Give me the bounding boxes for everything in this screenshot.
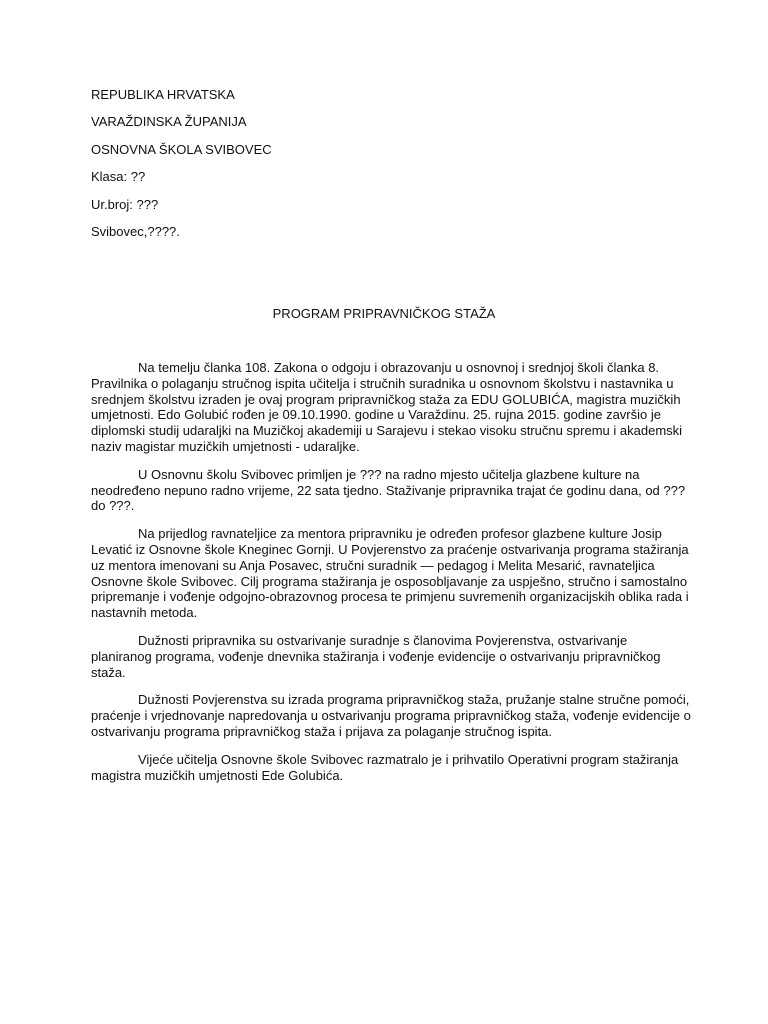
paragraph-mentor: Na prijedlog ravnateljice za mentora pripravniku je određen profesor glazbene kulture Josip Levatić iz Osnovne škole Kneginec Gornji. U Povjerenstvo za praćenje ostvarivanja programa stažiranja uz mentora imenovani su Anja Posavec, stručni suradnik — pedagog i Melita Mesarić, ravnateljica Osnovne škole Svibovec. Cilj programa stažiranja je osposobljavanje za uspješno, stručno i samostalno pripremanje i vođenje odgojno-obrazovnog procesa te primjenu suvremenih organizacijskih oblika rada i nastavnih metoda.	[91, 526, 689, 621]
paragraph-trainee-duties: Dužnosti pripravnika su ostvarivanje suradnje s članovima Povjerenstva, ostvarivanje planiranog programa, vođenje dnevnika stažiranja i vođenje evidencije o ostvarivanju pripravničkog staža.	[91, 632, 661, 680]
class-number-line: Klasa: ??	[91, 169, 146, 185]
paragraph-committee-duties: Dužnosti Povjerenstva su izrada programa pripravničkog staža, pružanje stalne stručne pomoći, praćenje i vrjednovanje napredovanja u ostvarivanju programa pripravničkog staža, vođenje evidencije o ostvarivanju programa pripravničkog staža i prijava za polaganje stručnog ispita.	[91, 692, 691, 739]
county-line: VARAŽDINSKA ŽUPANIJA	[91, 114, 247, 130]
school-line: OSNOVNA ŠKOLA SVIBOVEC	[91, 141, 272, 157]
registry-number-line: Ur.broj: ???	[91, 196, 159, 212]
paragraph-council-approval: Vijeće učitelja Osnovne škole Svibovec razmatralo je i prihvatilo Operativni program stažiranja magistra muzičkih umjetnosti Ede Golubića.	[91, 751, 679, 783]
paragraph-legal-basis: Na temelju članka 108. Zakona o odgoju i obrazovanju u osnovnoj i srednjoj školi članka 8. Pravilnika o polaganju stručnog ispita učitelja i stručnih suradnika u osnovnom školstvu i nastavnika u srednjem školstvu izraden je ovaj program pripravničkog staža za EDU GOLUBIĆA, magistra muzičkih umjetnosti. Edo Golubić rođen je 09.10.1990. godine u Varaždinu. 25. rujna 2015. godine završio je diplomski studij udaraljki na Muzičkoj akademiji u Sarajevu i stekao visoku stručnu spremu i akademski naziv magistar muzičkih umjetnosti - udaraljke.	[91, 360, 683, 454]
paragraph-employment: U Osnovnu školu Svibovec primljen je ??? na radno mjesto učitelja glazbene kulture na neodređeno nepuno radno vrijeme, 22 sata tjedno. Staživanje pripravnika trajat će godinu dana, od ??? do ???.	[91, 466, 686, 514]
country-line: REPUBLIKA HRVATSKA	[91, 87, 235, 102]
document-title: PROGRAM PRIPRAVNIČKOG STAŽA	[272, 306, 496, 321]
letterhead	[91, 87, 272, 251]
place-date-line: Svibovec,????.	[91, 223, 180, 239]
document-body	[91, 360, 691, 795]
